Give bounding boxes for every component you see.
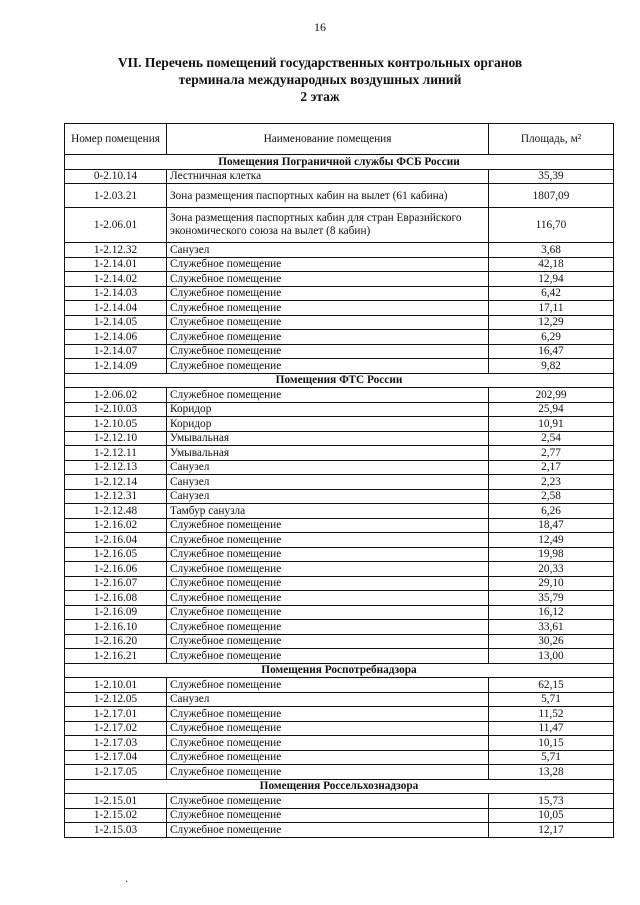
table-row: [65, 634, 614, 649]
section-row: [65, 155, 614, 170]
table-body: [65, 155, 614, 838]
room-area: 20,33: [489, 562, 614, 577]
table-row: [65, 750, 614, 765]
room-area: 13,28: [489, 765, 614, 780]
table-row: [65, 315, 614, 330]
room-area: 12,94: [489, 272, 614, 287]
room-number: 1-2.10.05: [65, 417, 167, 432]
room-area: 17,11: [489, 301, 614, 316]
room-area: 12,49: [489, 533, 614, 548]
room-name: Служебное помещение: [167, 634, 489, 649]
room-name: Зона размещения паспортных кабин на вылет (61 кабина): [167, 184, 489, 208]
room-number: 1-2.16.05: [65, 547, 167, 562]
page-number: 16: [314, 20, 326, 34]
room-name: Служебное помещение: [167, 620, 489, 635]
room-number: 1-2.10.03: [65, 402, 167, 417]
room-number: 1-2.12.32: [65, 243, 167, 258]
room-number: 1-2.14.07: [65, 344, 167, 359]
table-row: [65, 721, 614, 736]
room-area: 6,26: [489, 504, 614, 519]
room-area: 2,77: [489, 446, 614, 461]
table-row: [65, 765, 614, 780]
room-name: Санузел: [167, 692, 489, 707]
room-area: 62,15: [489, 678, 614, 693]
header-name: Наименование помещения: [167, 124, 489, 155]
table-row: [65, 649, 614, 664]
room-area: 42,18: [489, 257, 614, 272]
table-row: [65, 344, 614, 359]
room-number: 1-2.16.20: [65, 634, 167, 649]
room-area: 10,15: [489, 736, 614, 751]
table-row: [65, 692, 614, 707]
room-name: Служебное помещение: [167, 605, 489, 620]
room-name: Санузел: [167, 460, 489, 475]
room-number: 1-2.14.09: [65, 359, 167, 374]
table-row: [65, 489, 614, 504]
room-name: Служебное помещение: [167, 330, 489, 345]
room-area: 10,91: [489, 417, 614, 432]
section-title: Помещения Роспотребнадзора: [65, 663, 614, 678]
title-line-2: терминала международных воздушных линий: [178, 72, 462, 87]
header-number: Номер помещения: [65, 124, 167, 155]
room-number: 1-2.17.02: [65, 721, 167, 736]
room-area: 30,26: [489, 634, 614, 649]
room-name: Служебное помещение: [167, 591, 489, 606]
room-name: Служебное помещение: [167, 576, 489, 591]
room-area: 18,47: [489, 518, 614, 533]
table-row: [65, 402, 614, 417]
table-row: [65, 431, 614, 446]
page-title: [0, 54, 640, 105]
room-number: 1-2.06.02: [65, 388, 167, 403]
room-name: Санузел: [167, 243, 489, 258]
title-line-1: VII. Перечень помещений государственных контрольных органов: [117, 55, 523, 70]
table-row: [65, 388, 614, 403]
room-number: 1-2.12.31: [65, 489, 167, 504]
room-number: 1-2.16.07: [65, 576, 167, 591]
table-row: [65, 460, 614, 475]
table-row: [65, 518, 614, 533]
section-row: [65, 779, 614, 794]
table-row: [65, 808, 614, 823]
section-title: Помещения ФТС России: [65, 373, 614, 388]
room-number: 1-2.16.04: [65, 533, 167, 548]
title-line-3: 2 этаж: [300, 89, 340, 104]
room-area: 12,17: [489, 823, 614, 838]
room-name: Зона размещения паспортных кабин для стран Евразийского экономического союза на вылет (8 кабин): [167, 208, 489, 243]
room-number: 1-2.12.14: [65, 475, 167, 490]
room-number: 1-2.12.48: [65, 504, 167, 519]
rooms-table: [64, 123, 614, 838]
table-row: [65, 286, 614, 301]
room-number: 1-2.06.01: [65, 208, 167, 243]
room-area: 16,12: [489, 605, 614, 620]
table-row: [65, 533, 614, 548]
room-name: Тамбур санузла: [167, 504, 489, 519]
room-number: 1-2.14.02: [65, 272, 167, 287]
room-number: 0-2.10.14: [65, 169, 167, 184]
table-row: [65, 794, 614, 809]
room-name: Служебное помещение: [167, 794, 489, 809]
room-area: 1807,09: [489, 184, 614, 208]
room-name: Служебное помещение: [167, 257, 489, 272]
room-area: 9,82: [489, 359, 614, 374]
table-row: [65, 272, 614, 287]
table-row: [65, 330, 614, 345]
room-name: Служебное помещение: [167, 547, 489, 562]
table-row: [65, 169, 614, 184]
section-title: Помещения Россельхознадзора: [65, 779, 614, 794]
table-row: [65, 605, 614, 620]
room-name: Умывальная: [167, 431, 489, 446]
table-row: [65, 257, 614, 272]
room-name: Служебное помещение: [167, 649, 489, 664]
table-row: [65, 823, 614, 838]
room-area: 19,98: [489, 547, 614, 562]
room-area: 3,68: [489, 243, 614, 258]
header-area: Площадь, м²: [489, 124, 614, 155]
room-number: 1-2.16.09: [65, 605, 167, 620]
room-number: 1-2.12.05: [65, 692, 167, 707]
table-row: [65, 576, 614, 591]
room-area: 35,79: [489, 591, 614, 606]
room-area: 11,47: [489, 721, 614, 736]
room-number: 1-2.12.13: [65, 460, 167, 475]
room-area: 15,73: [489, 794, 614, 809]
room-number: 1-2.17.04: [65, 750, 167, 765]
room-area: 2,23: [489, 475, 614, 490]
room-area: 12,29: [489, 315, 614, 330]
room-number: 1-2.15.02: [65, 808, 167, 823]
room-name: Лестничная клетка: [167, 169, 489, 184]
room-area: 5,71: [489, 750, 614, 765]
room-number: 1-2.15.01: [65, 794, 167, 809]
room-name: Служебное помещение: [167, 736, 489, 751]
room-area: 11,52: [489, 707, 614, 722]
table-row: [65, 475, 614, 490]
room-number: 1-2.16.06: [65, 562, 167, 577]
room-name: Служебное помещение: [167, 707, 489, 722]
room-name: Служебное помещение: [167, 388, 489, 403]
room-name: Служебное помещение: [167, 721, 489, 736]
room-number: 1-2.16.02: [65, 518, 167, 533]
table-row: [65, 359, 614, 374]
room-number: 1-2.17.05: [65, 765, 167, 780]
room-number: 1-2.14.05: [65, 315, 167, 330]
table-row: [65, 446, 614, 461]
table-row: [65, 562, 614, 577]
room-name: Служебное помещение: [167, 533, 489, 548]
table-row: [65, 504, 614, 519]
room-area: 25,94: [489, 402, 614, 417]
room-area: 35,39: [489, 169, 614, 184]
room-number: 1-2.17.01: [65, 707, 167, 722]
room-number: 1-2.14.01: [65, 257, 167, 272]
room-number: 1-2.12.11: [65, 446, 167, 461]
room-area: 116,70: [489, 208, 614, 243]
room-name: Служебное помещение: [167, 518, 489, 533]
room-name: Служебное помещение: [167, 315, 489, 330]
room-area: 6,42: [489, 286, 614, 301]
section-row: [65, 663, 614, 678]
room-name: Служебное помещение: [167, 286, 489, 301]
table-row: [65, 591, 614, 606]
section-row: [65, 373, 614, 388]
room-area: 6,29: [489, 330, 614, 345]
room-name: Служебное помещение: [167, 344, 489, 359]
room-name: Умывальная: [167, 446, 489, 461]
table-row: [65, 243, 614, 258]
room-number: 1-2.16.10: [65, 620, 167, 635]
table-row: [65, 417, 614, 432]
room-name: Санузел: [167, 475, 489, 490]
room-name: Коридор: [167, 417, 489, 432]
room-area: 33,61: [489, 620, 614, 635]
room-area: 2,17: [489, 460, 614, 475]
room-name: Санузел: [167, 489, 489, 504]
table-row: [65, 547, 614, 562]
room-name: Служебное помещение: [167, 562, 489, 577]
room-name: Служебное помещение: [167, 750, 489, 765]
room-number: 1-2.12.10: [65, 431, 167, 446]
room-name: Служебное помещение: [167, 301, 489, 316]
room-number: 1-2.15.03: [65, 823, 167, 838]
room-name: Служебное помещение: [167, 823, 489, 838]
room-area: 29,10: [489, 576, 614, 591]
room-name: Служебное помещение: [167, 359, 489, 374]
room-number: 1-2.10.01: [65, 678, 167, 693]
room-area: 13,00: [489, 649, 614, 664]
room-name: Служебное помещение: [167, 678, 489, 693]
table-row: [65, 707, 614, 722]
room-number: 1-2.14.04: [65, 301, 167, 316]
room-number: 1-2.03.21: [65, 184, 167, 208]
table-row: [65, 620, 614, 635]
room-area: 16,47: [489, 344, 614, 359]
footnote-mark: ·: [125, 877, 129, 888]
table-row: [65, 678, 614, 693]
room-number: 1-2.16.08: [65, 591, 167, 606]
room-area: 10,05: [489, 808, 614, 823]
room-number: 1-2.16.21: [65, 649, 167, 664]
room-number: 1-2.17.03: [65, 736, 167, 751]
room-name: Служебное помещение: [167, 808, 489, 823]
section-title: Помещения Пограничной службы ФСБ России: [65, 155, 614, 170]
room-name: Коридор: [167, 402, 489, 417]
room-area: 5,71: [489, 692, 614, 707]
room-area: 202,99: [489, 388, 614, 403]
room-number: 1-2.14.03: [65, 286, 167, 301]
table-row: [65, 208, 614, 243]
table-row: [65, 736, 614, 751]
room-name: Служебное помещение: [167, 765, 489, 780]
table-header-row: [65, 124, 614, 155]
room-number: 1-2.14.06: [65, 330, 167, 345]
room-area: 2,58: [489, 489, 614, 504]
room-area: 2,54: [489, 431, 614, 446]
table-row: [65, 184, 614, 208]
table-row: [65, 301, 614, 316]
room-name: Служебное помещение: [167, 272, 489, 287]
